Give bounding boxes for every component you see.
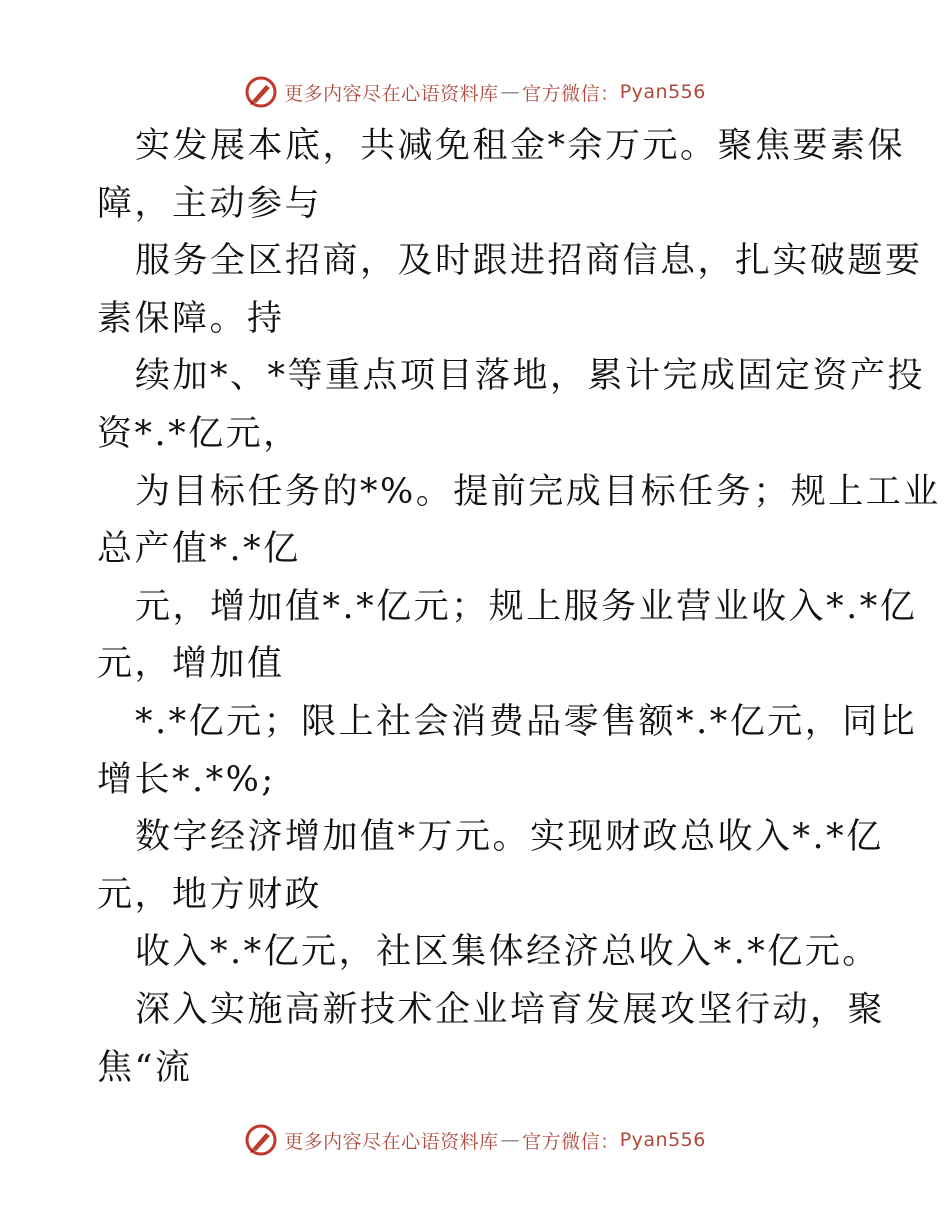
watermark-text: 更多内容尽在心语资料库 <box>284 82 499 105</box>
document-body <box>97 118 941 1097</box>
footer-watermark <box>0 1120 950 1160</box>
header-watermark <box>0 72 950 112</box>
body-line: 收入*.*亿元，社区集体经济总收入*.*亿元。 <box>135 932 880 973</box>
body-line: 增长*.*%; <box>97 759 276 800</box>
body-line: 服务全区招商，及时跟进招商信息，扎实破题要 <box>135 241 923 282</box>
body-line: 障，主动参与 <box>97 183 323 224</box>
body-line: 数字经济增加值*万元。实现财政总收入*.*亿 <box>135 817 884 858</box>
body-line: 深入实施高新技术企业培育发展攻坚行动，聚 <box>135 989 886 1030</box>
wechat-id: Pyan556 <box>619 81 706 103</box>
body-line: 实发展本底，共减免租金*余万元。聚焦要素保 <box>135 126 906 166</box>
watermark-separator: — <box>500 81 521 103</box>
body-line: 元，增加值 <box>97 644 285 685</box>
body-line: 焦“流 <box>97 1047 193 1088</box>
watermark-text: 更多内容尽在心语资料库 <box>284 1130 499 1153</box>
body-line: 为目标任务的*%。提前完成目标任务；规上工业 <box>135 471 941 512</box>
pen-logo-icon <box>244 1123 278 1157</box>
body-line: *.*亿元；限上社会消费品零售额*.*亿元，同比 <box>135 701 918 742</box>
wechat-id: Pyan556 <box>619 1129 706 1151</box>
body-line: 元，地方财政 <box>97 874 323 915</box>
watermark-separator: — <box>500 1129 521 1151</box>
body-line: 续加*、*等重点项目落地，累计完成固定资产投 <box>135 356 926 397</box>
wechat-label: 官方微信： <box>522 1130 620 1153</box>
body-line: 元，增加值*.*亿元；规上服务业营业收入*.*亿 <box>135 586 918 627</box>
body-line: 素保障。持 <box>97 298 285 339</box>
body-line: 总产值*.*亿 <box>97 529 301 570</box>
wechat-label: 官方微信： <box>522 82 620 105</box>
pen-logo-icon <box>244 75 278 109</box>
body-line: 资*.*亿元， <box>97 413 301 454</box>
